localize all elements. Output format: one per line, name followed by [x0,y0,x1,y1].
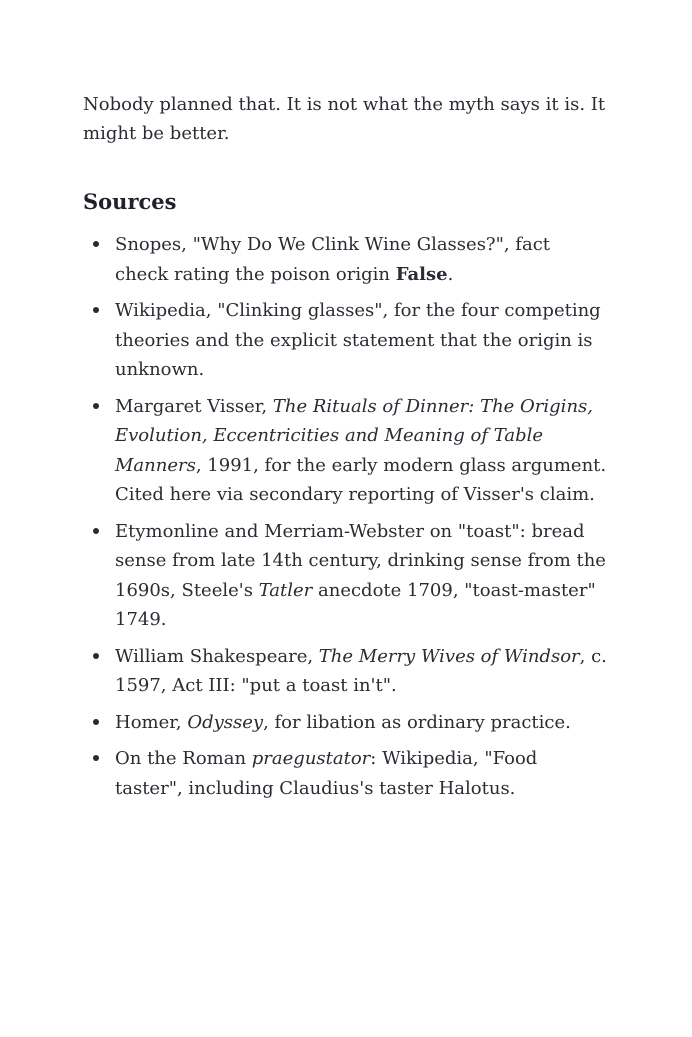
source-text: . [447,263,454,285]
source-text: , c. 1597, Act III: "put a toast in't". [115,645,607,696]
intro-paragraph: Nobody planned that. It is not what the myth says it is. It might be better. [83,94,606,144]
sources-heading: Sources [83,189,177,214]
source-title: The Rituals of Dinner: The Origins, Evolution, Eccentricities and Meaning of Table Manners [115,395,593,476]
source-item [83,230,608,289]
source-item [83,708,608,738]
source-title: The Merry Wives of Windsor [318,645,580,667]
bullet-icon [93,241,99,247]
source-text: William Shakespeare, [115,645,319,667]
source-rating: False [395,263,448,285]
source-text: , for libation as ordinary practice. [263,711,571,733]
bullet-icon [93,307,99,313]
source-item [83,392,608,510]
sources-list [83,230,608,803]
source-item [83,517,608,635]
source-text: Etymonline and Merriam-Webster on "toast": bread sense from late 14th century, drinking sense from the 1690s, Steele's [115,520,606,601]
bullet-icon [93,755,99,761]
source-text: Margaret Visser, [115,395,273,417]
source-text: anecdote 1709, "toast-master" 1749. [115,579,596,630]
article-body [83,90,608,810]
source-item [83,642,608,701]
source-item [83,296,608,385]
source-item [83,744,608,803]
source-text: : Wikipedia, "Food taster", including Claudius's taster Halotus. [115,748,538,799]
bullet-icon [93,719,99,725]
source-text: , 1991, for the early modern glass argument. Cited here via secondary reporting of Visser's claim. [115,454,607,505]
source-text: On the Roman [115,748,252,769]
source-text: Wikipedia, "Clinking glasses", for the four competing theories and the explicit statement that the origin is unknown. [115,300,601,380]
bullet-icon [93,403,99,409]
bullet-icon [93,653,99,659]
bullet-icon [93,528,99,534]
source-title: Odyssey [187,711,264,733]
source-title: Tatler [258,579,313,601]
source-text: Homer, [115,711,188,733]
source-text: Snopes, "Why Do We Clink Wine Glasses?", fact check rating the poison origin [115,234,551,285]
source-title: praegustator [251,748,371,769]
